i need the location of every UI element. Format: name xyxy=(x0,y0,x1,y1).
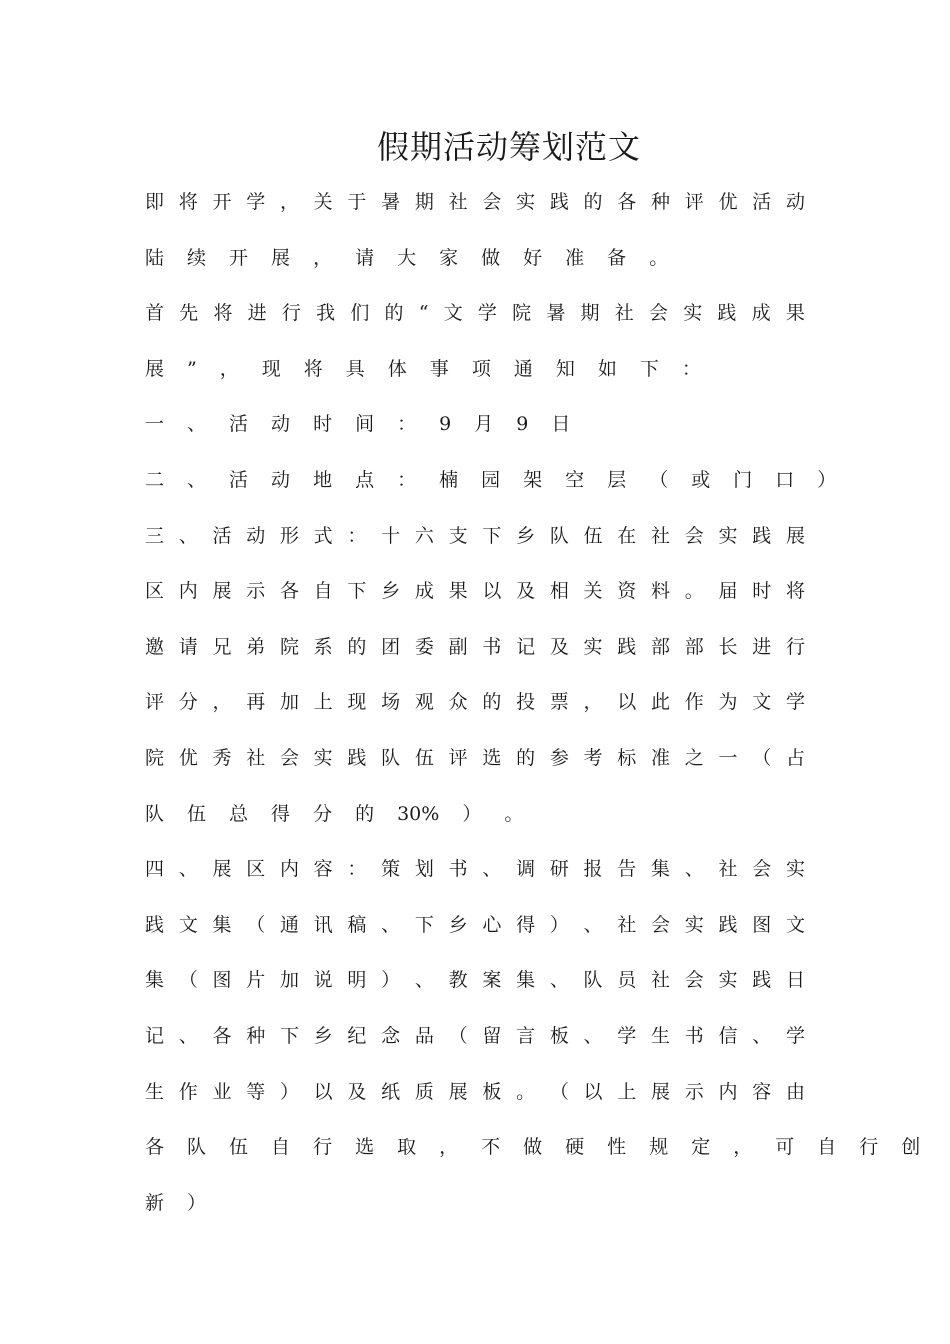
document-body xyxy=(145,175,921,1231)
text-line: 评 分 ， 再 加 上 现 场 观 众 的 投 票 ， 以 此 作 为 文 学 xyxy=(145,691,805,714)
text-line: 首 先 将 进 行 我 们 的 “ 文 学 院 暑 期 社 会 实 践 成 果 xyxy=(145,302,805,325)
text-line: 二 、 活 动 地 点 ： 楠 园 架 空 层 （ 或 门 口 ） xyxy=(145,468,837,491)
text-line: 邀 请 兄 弟 院 系 的 团 委 副 书 记 及 实 践 部 部 长 进 行 xyxy=(145,635,805,658)
text-line: 践 文 集 （ 通 讯 稿 、 下 乡 心 得 ） 、 社 会 实 践 图 文 xyxy=(145,913,805,936)
page-title: 假期活动筹划范文 xyxy=(376,128,641,166)
text-line: 生 作 业 等 ） 以 及 纸 质 展 板 。 （ 以 上 展 示 内 容 由 xyxy=(145,1080,805,1103)
text-line: 院 优 秀 社 会 实 践 队 伍 评 选 的 参 考 标 准 之 一 （ 占 xyxy=(145,746,805,769)
text-line: 一 、 活 动 时 间 ： 9 月 9 日 xyxy=(145,413,571,436)
text-line: 各 队 伍 自 行 选 取 ， 不 做 硬 性 规 定 ， 可 自 行 创 xyxy=(145,1136,921,1159)
text-line: 队 伍 总 得 分 的 30% ） 。 xyxy=(145,802,524,825)
text-line: 记 、 各 种 下 乡 纪 念 品 （ 留 言 板 、 学 生 书 信 、 学 xyxy=(145,1024,805,1047)
text-line: 四 、 展 区 内 容 ： 策 划 书 、 调 研 报 告 集 、 社 会 实 xyxy=(145,858,805,881)
text-line: 展 ” ， 现 将 具 体 事 项 通 知 如 下 ： xyxy=(145,357,701,380)
text-line: 集 （ 图 片 加 说 明 ） 、 教 案 集 、 队 员 社 会 实 践 日 xyxy=(145,969,805,992)
text-line: 新 ） xyxy=(145,1191,207,1214)
text-line: 陆 续 开 展 ， 请 大 家 做 好 准 备 。 xyxy=(145,246,669,269)
text-line: 即 将 开 学 ， 关 于 暑 期 社 会 实 践 的 各 种 评 优 活 动 xyxy=(145,191,805,213)
text-line: 区 内 展 示 各 自 下 乡 成 果 以 及 相 关 资 料 。 届 时 将 xyxy=(145,580,805,603)
text-line: 三 、 活 动 形 式 ： 十 六 支 下 乡 队 伍 在 社 会 实 践 展 xyxy=(145,524,805,547)
